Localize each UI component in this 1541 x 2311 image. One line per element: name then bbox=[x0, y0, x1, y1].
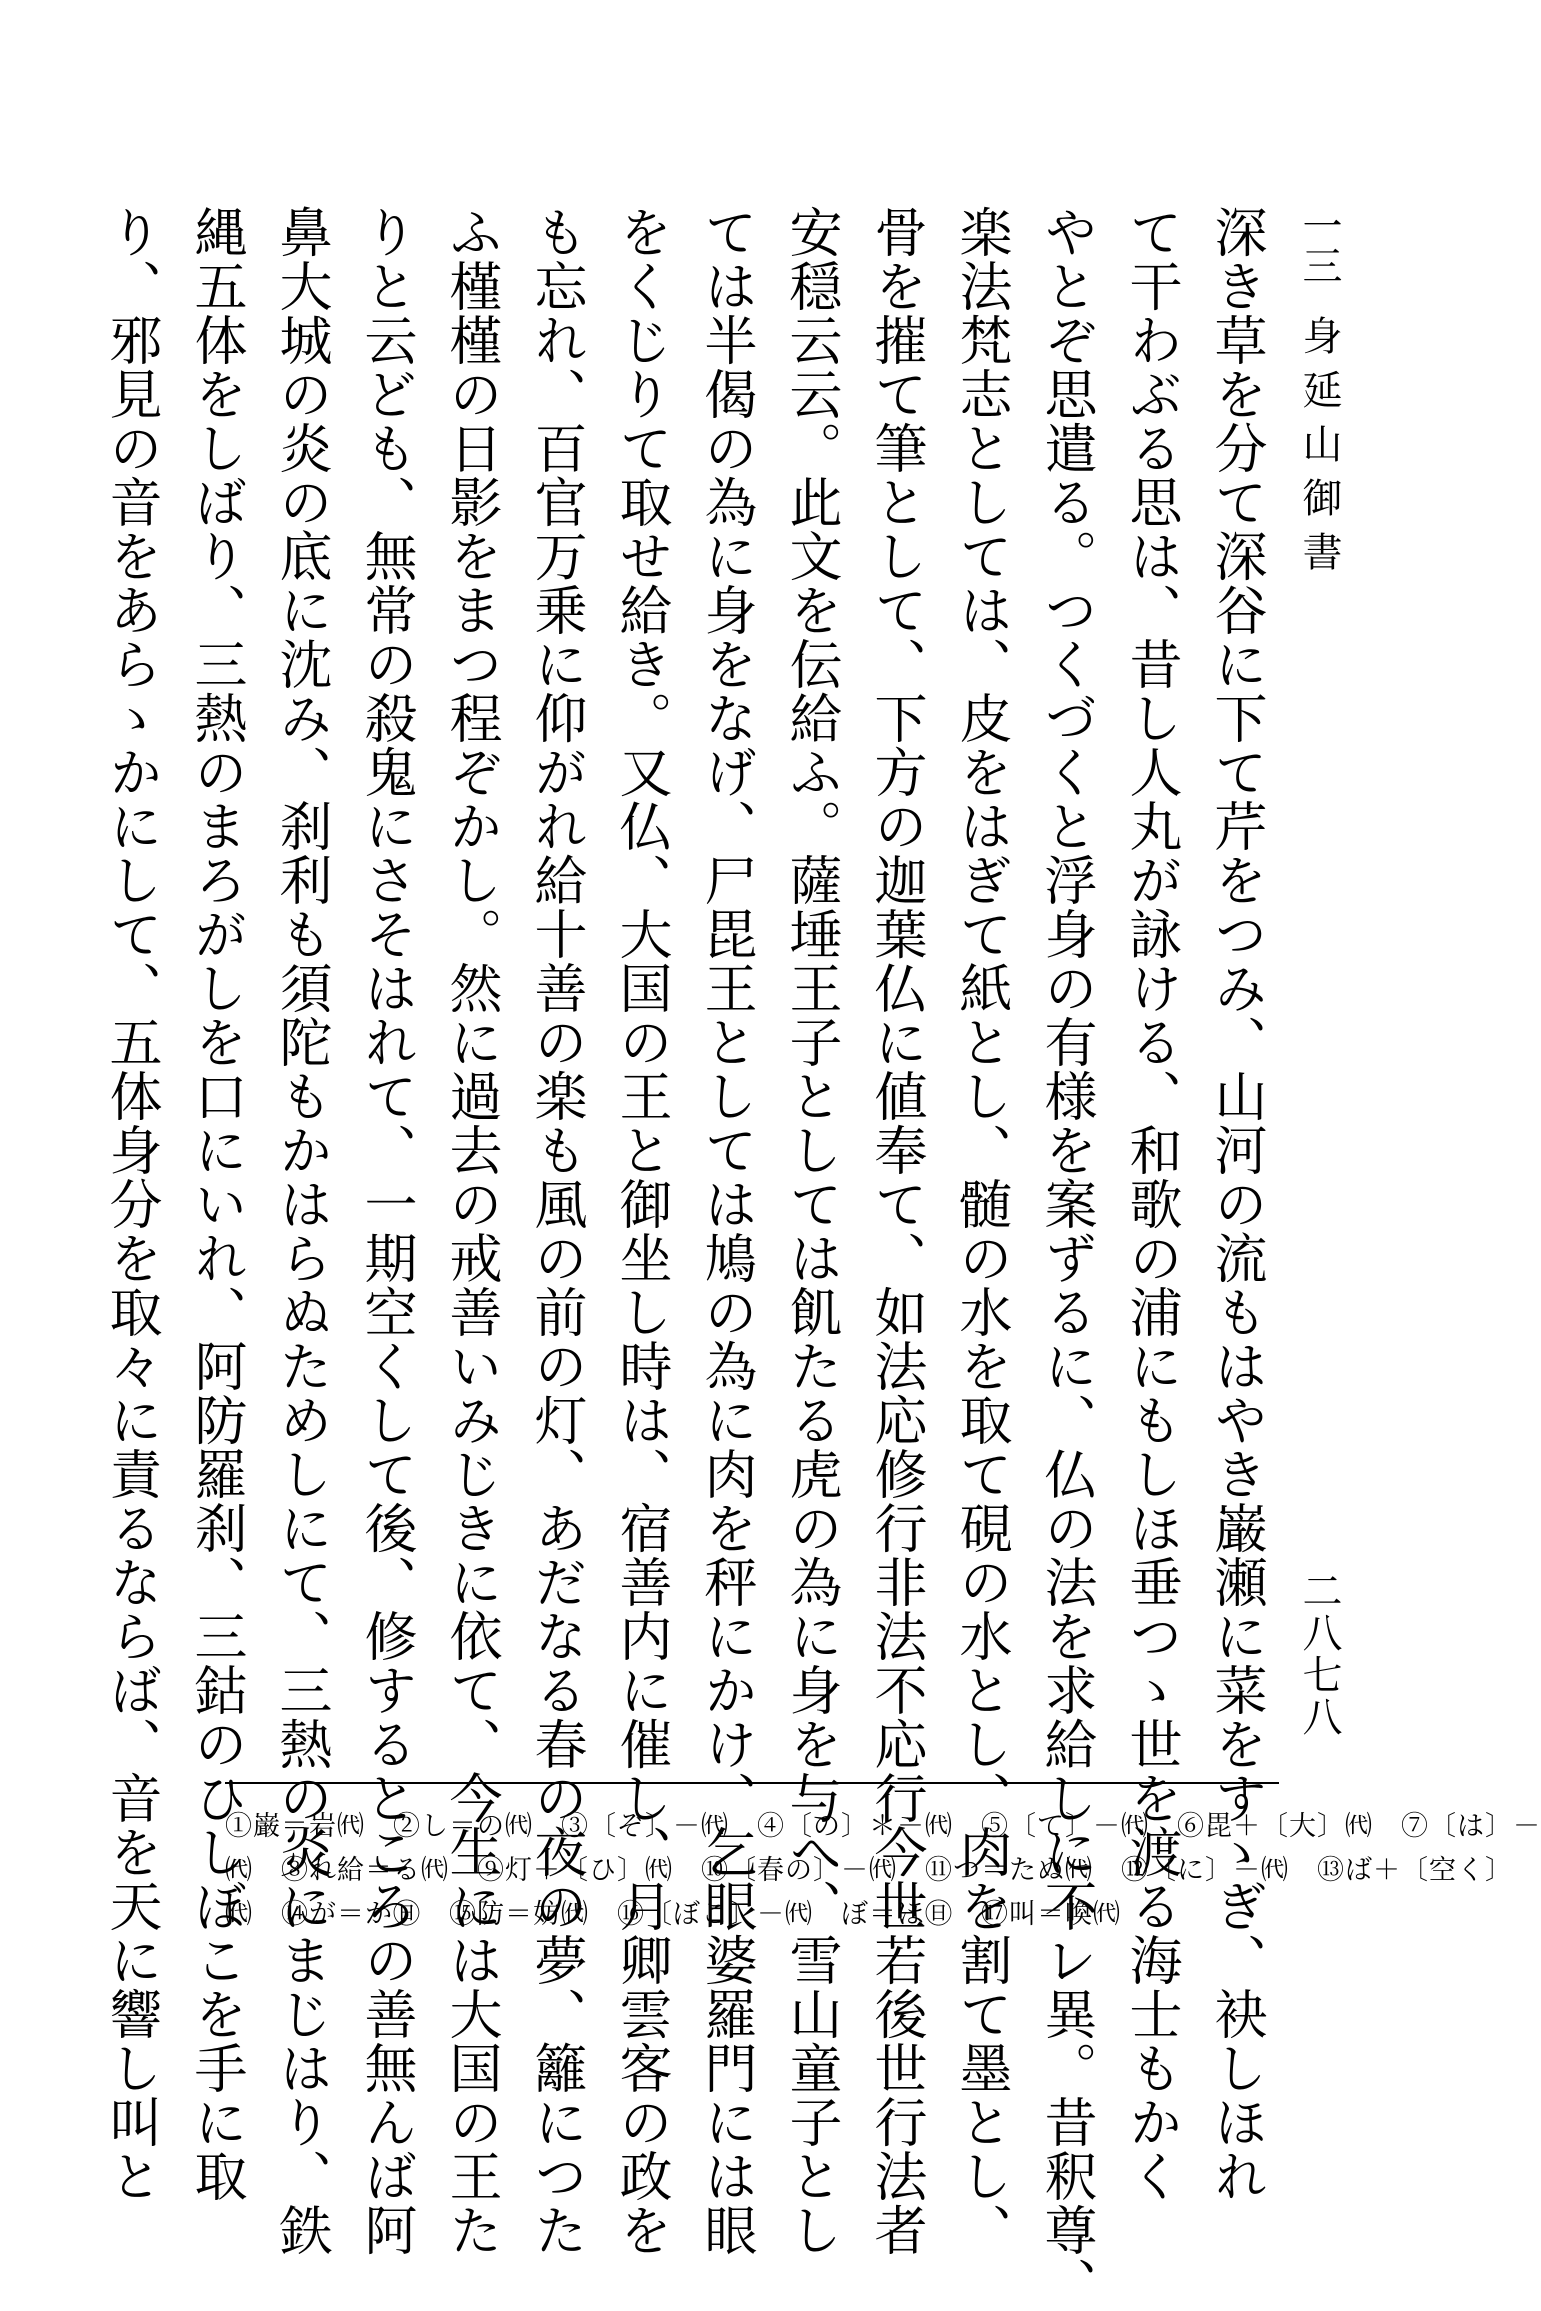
text-column: り、邪見の音をあらゝかにして、五体身分を取々に責るならば、音を天に響し叫と bbox=[101, 205, 162, 2203]
text-column: 骨を摧て筆として、下方の迦葉仏に値奉て、如法応修行非法不応行今世若後世行法者 bbox=[866, 205, 927, 2257]
page-number: 二八七八 bbox=[1296, 1570, 1342, 1738]
text-column: ては半偈の為に身をなげ、尸毘王としては鳩の為に肉を秤にかけ、乞眼婆羅門には眼 bbox=[696, 205, 757, 2257]
text-column: りと云ども、無常の殺鬼にさそはれて、一期空くして後、修するところの善無んば阿 bbox=[356, 205, 417, 2257]
footnote-line: ㈹ ⑧れ給＝る㈹ ⑨灯＋〔ひ〕㈹ ⑩〔春の〕－㈹ ⑪つ＝たぬ㈹ ⑫〔に〕－㈹ ⑬ば＋〔空く〕 bbox=[225, 1855, 1513, 1886]
text-column: 縄五体をしばり、三熱のまろがしを口にいれ、阿防羅刹、三鈷のひしぼこを手に取 bbox=[186, 205, 247, 2203]
text-column: 安穏云云。此文を伝給ふ。薩埵王子としては飢たる虎の為に身を与へ、雪山童子とし bbox=[781, 205, 842, 2257]
running-header bbox=[1296, 205, 1342, 585]
book-title: 身延山御書 bbox=[1296, 315, 1342, 585]
footnote-line: ㈹ ⑭が＝か㊐ ⑮防＝妨㈹ ⑯〔ぼこ〕－㈹ ぼ＝ほ㊐ ⑰叫＝喚㈹ bbox=[225, 1899, 1121, 1930]
text-column: も忘れ、百官万乗に仰がれ給十善の楽も風の前の灯、あだなる春の夜の夢、籬につた bbox=[526, 205, 587, 2257]
text-column: をくじりて取せ給き。又仏、大国の王と御坐し時は、宿善内に催し、月卿雲客の政を bbox=[611, 205, 672, 2257]
text-column: ふ槿槿の日影をまつ程ぞかし。然に過去の戒善いみじきに依て、今生には大国の王た bbox=[441, 205, 502, 2257]
notes-divider bbox=[225, 1782, 1279, 1784]
section-number: 一三 bbox=[1296, 205, 1342, 285]
text-column: 楽法梵志としては、皮をはぎて紙とし、髄の水を取て硯の水とし、肉を割て墨とし、 bbox=[951, 205, 1012, 2257]
footnotes bbox=[225, 1805, 1541, 1937]
text-column: やとぞ思遣る。つくづくと浮身の有様を案ずるに、仏の法を求給しに不レ異。昔釈尊、 bbox=[1036, 205, 1097, 2311]
text-column: 深き草を分て深谷に下て芹をつみ、山河の流もはやき巌瀬に菜をすゝぎ、袂しほれ bbox=[1206, 205, 1267, 2203]
text-column: 鼻大城の炎の底に沈み、刹利も須陀もかはらぬためしにて、三熱の炎にまじはり、鉄 bbox=[271, 205, 332, 2257]
text-column: て干わぶる思は、昔し人丸が詠ける、和歌の浦にもしほ垂つゝ世を渡る海士もかく bbox=[1121, 205, 1182, 2203]
footnote-line: ①巌＝岩㈹ ②し＝の㈹ ③〔ぞ〕－㈹ ④〔の〕＊－㈹ ⑤〔て〕－㈹ ⑥毘＋〔大〕㈹ ⑦〔は〕－ bbox=[225, 1811, 1541, 1842]
